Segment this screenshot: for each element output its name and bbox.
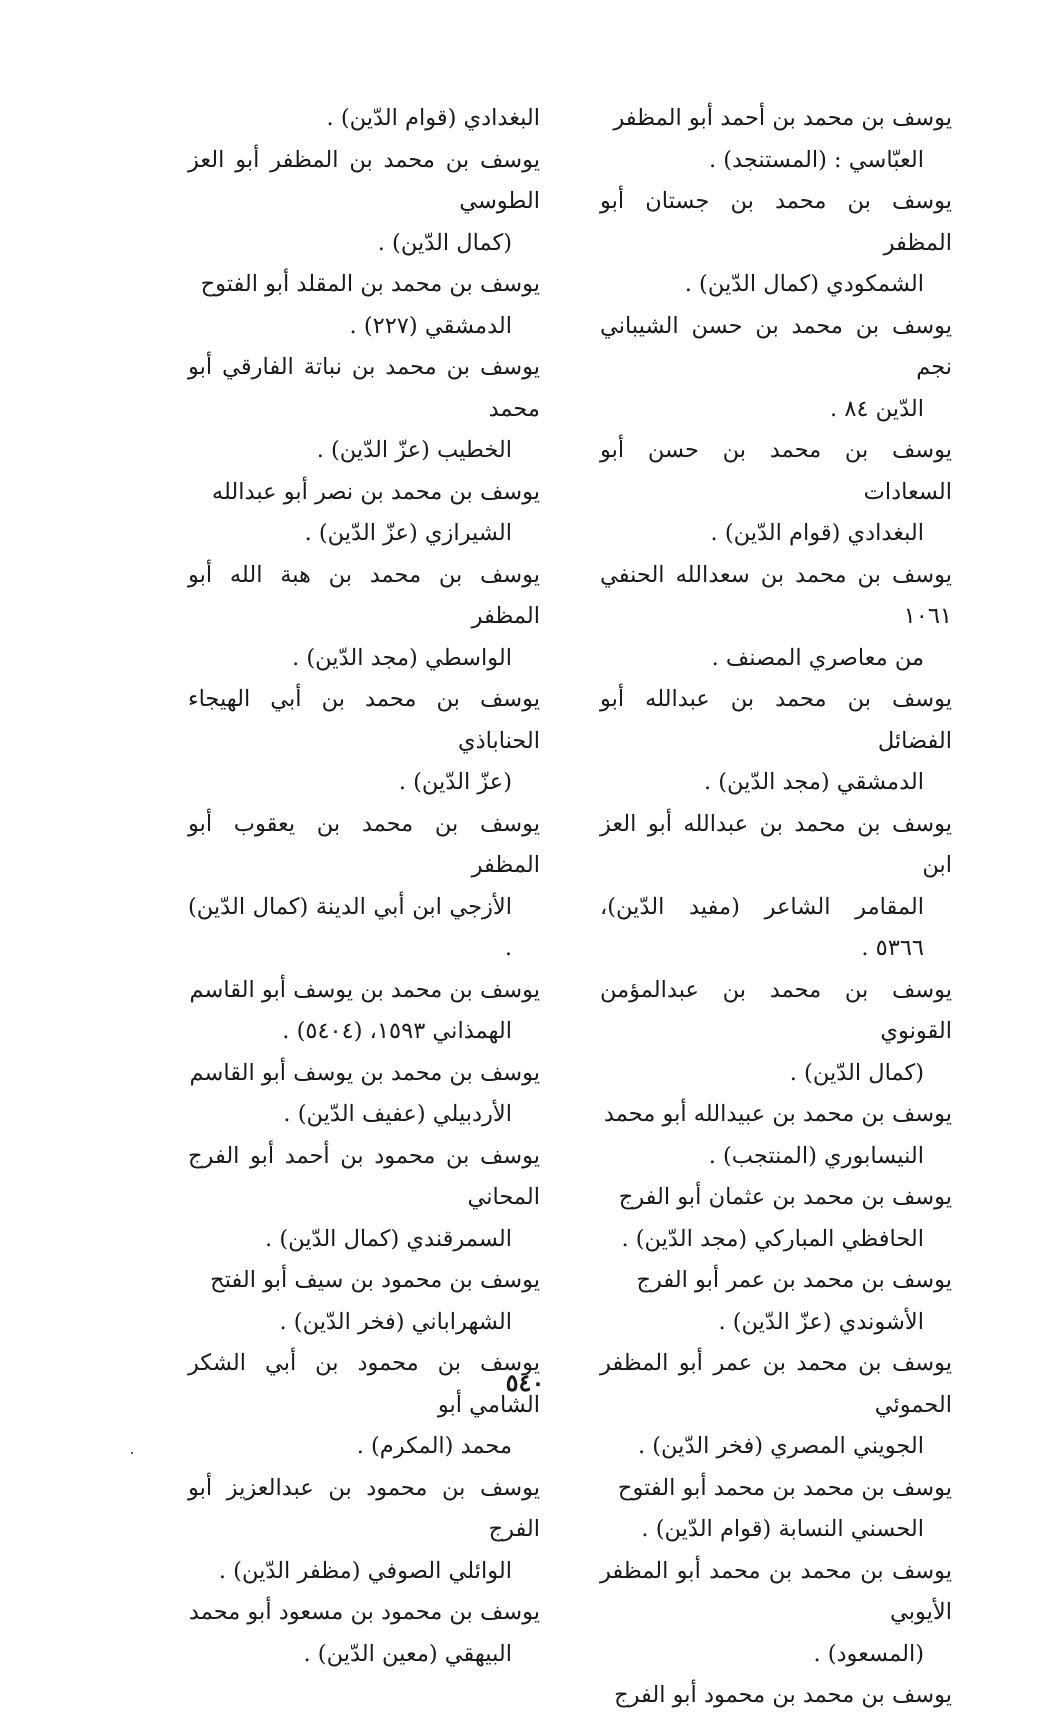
entry-continuation-line: الحافظي المباركي (مجد الدّين) .: [621, 1225, 924, 1252]
entry-name-line: يوسف بن محمد بن نباتة الفارقي أبو محمد: [188, 354, 540, 422]
entry-name-line: يوسف بن محمد بن عبدالله أبو العز ابن: [600, 810, 952, 878]
entry-name-line: يوسف بن محمد بن أحمد أبو المظفر: [613, 105, 952, 131]
index-entry: [188, 1343, 540, 1468]
index-column-left: [188, 98, 540, 1675]
index-entry: [600, 98, 952, 181]
index-entry: [600, 679, 952, 804]
entry-continuation-line: الشهراباني (فخر الدّين) .: [279, 1308, 512, 1335]
index-entry: [600, 1551, 952, 1676]
entry-continuation-line: (عزّ الدّين) .: [398, 769, 512, 795]
entry-name-line: يوسف بن محمد بن أبي الهيجاء الحناباذي: [188, 686, 540, 754]
entry-name-line: يوسف بن محمد بن عبدالمؤمن القونوي: [600, 976, 952, 1044]
entry-name-line: البغدادي (قوام الدّين) .: [326, 105, 540, 131]
entry-name-line: يوسف بن محمد بن جستان أبو المظفر: [600, 188, 952, 256]
entry-continuation-line: الهمذاني ١٥٩٣، (٥٤٠٤) .: [282, 1018, 512, 1044]
index-entry: [600, 430, 952, 555]
entry-continuation-line: المقامر الشاعر (مفيد الدّين)، ٥٣٦٦ .: [600, 893, 924, 961]
index-entry: [600, 1177, 952, 1260]
entry-name-line: يوسف بن محمود بن مسعود أبو محمد: [188, 1599, 540, 1625]
index-entry: [600, 1260, 952, 1343]
entry-name-line: يوسف بن محمود بن سيف أبو الفتح: [210, 1267, 540, 1293]
index-entry: [188, 472, 540, 555]
index-entry: [188, 1592, 540, 1675]
index-entry: [188, 1053, 540, 1136]
entry-continuation-line: الدّين ٨٤ .: [830, 395, 924, 422]
index-entry: [188, 1136, 540, 1261]
entry-continuation-line: النيسابوري (المنتجب) .: [708, 1142, 924, 1169]
entry-continuation-line: السمرقندي (كمال الدّين) .: [265, 1225, 512, 1252]
index-entry: [600, 1675, 952, 1717]
entry-continuation-line: الدمشقي (٢٢٧) .: [349, 312, 512, 339]
index-entry: [600, 1468, 952, 1551]
index-column-right: [600, 98, 952, 1717]
entry-name-line: يوسف بن محمد بن نصر أبو عبدالله: [211, 478, 540, 505]
entry-name-line: يوسف بن محمود بن عبدالعزيز أبو الفرج: [188, 1474, 540, 1542]
entry-name-line: يوسف بن محمد بن يعقوب أبو المظفر: [188, 810, 540, 878]
index-entry: [188, 555, 540, 680]
index-entry: [188, 804, 540, 970]
index-entry: [188, 264, 540, 347]
entry-continuation-line: محمد (المكرم) .: [356, 1433, 512, 1459]
index-entry: [600, 1094, 952, 1177]
index-entry: [600, 970, 952, 1095]
entry-continuation-line: الخطيب (عزّ الدّين) .: [316, 437, 512, 463]
entry-name-line: يوسف بن محمد بن يوسف أبو القاسم: [189, 1059, 540, 1086]
entry-continuation-line: الأزجي ابن أبي الدينة (كمال الدّين) .: [188, 893, 512, 961]
entry-continuation-line: الجويني المصري (فخر الدّين) .: [637, 1433, 924, 1459]
entry-name-line: يوسف بن محمد بن عمر أبو المظفر الحموئي: [600, 1350, 952, 1418]
entry-continuation-line: الشمكودي (كمال الدّين) .: [684, 271, 924, 297]
entry-name-line: يوسف بن محمد بن المظفر أبو العز الطوسي: [188, 146, 540, 214]
index-entry: [188, 679, 540, 804]
entry-name-line: يوسف بن محمود بن أحمد أبو الفرج المحاني: [188, 1142, 540, 1210]
index-entry: [600, 306, 952, 431]
entry-name-line: يوسف بن محمد بن عبيدالله أبو محمد: [603, 1101, 952, 1127]
entry-continuation-line: البغدادي (قوام الدّين) .: [710, 520, 924, 546]
index-entry: [188, 970, 540, 1053]
entry-name-line: يوسف بن محمد بن هبة الله أبو المظفر: [188, 561, 540, 629]
entry-name-line: يوسف بن محمد بن عبدالله أبو الفضائل: [600, 686, 952, 754]
entry-continuation-line: البيهقي (معين الدّين) .: [303, 1640, 512, 1667]
index-entry: [188, 347, 540, 472]
entry-continuation-line: الأردبيلي (عفيف الدّين) .: [283, 1101, 512, 1127]
entry-continuation-line: الشيرازي (عزّ الدّين) .: [304, 520, 512, 546]
entry-continuation-line: الواسطي (مجد الدّين) .: [292, 644, 512, 671]
entry-name-line: يوسف بن محمد بن عمر أبو الفرج: [636, 1267, 952, 1293]
entry-name-line: يوسف بن محمد بن محمود أبو الفرج: [614, 1682, 952, 1708]
index-entry: [188, 140, 540, 265]
scan-speck: [131, 1452, 133, 1454]
entry-name-line: يوسف بن محمد بن المقلد أبو الفتوح: [200, 271, 540, 297]
entry-name-line: يوسف بن محمد بن سعدالله الحنفي ١٠٦١: [600, 561, 952, 629]
entry-continuation-line: الدمشقي (مجد الدّين) .: [703, 769, 924, 795]
index-entry: [600, 181, 952, 306]
entry-name-line: يوسف بن محمد بن حسن أبو السعادات: [600, 437, 952, 505]
entry-continuation-line: الأشوندي (عزّ الدّين) .: [718, 1308, 924, 1335]
index-entry: [600, 804, 952, 970]
entry-continuation-line: العبّاسي : (المستنجد) .: [708, 146, 924, 173]
entry-name-line: يوسف بن محمد بن عثمان أبو الفرج: [618, 1184, 952, 1210]
entry-continuation-line: الحسني النسابة (قوام الدّين) .: [641, 1516, 924, 1542]
entry-name-line: يوسف بن محمد بن محمد أبو الفتوح: [617, 1474, 952, 1501]
index-entry: [188, 98, 540, 140]
entry-continuation-line: (المسعود) .: [813, 1640, 924, 1667]
index-entry: [188, 1468, 540, 1593]
index-entry: [600, 1343, 952, 1468]
entry-continuation-line: (كمال الدّين) .: [377, 229, 512, 256]
entry-name-line: يوسف بن محمد بن محمد أبو المظفر الأيوبي: [600, 1557, 952, 1625]
index-entry: [600, 555, 952, 680]
page-number: ٥٤٠: [505, 1368, 545, 1397]
entry-name-line: يوسف بن محمد بن يوسف أبو القاسم: [189, 976, 540, 1003]
index-entry: [188, 1260, 540, 1343]
entry-name-line: يوسف بن محمود بن أبي الشكر الشامي أبو: [188, 1350, 540, 1418]
entry-name-line: يوسف بن محمد بن حسن الشيباني نجم: [600, 312, 952, 380]
entry-continuation-line: الوائلي الصوفي (مظفر الدّين) .: [218, 1557, 512, 1584]
entry-continuation-line: من معاصري المصنف .: [711, 644, 924, 671]
entry-continuation-line: (كمال الدّين) .: [789, 1059, 924, 1086]
